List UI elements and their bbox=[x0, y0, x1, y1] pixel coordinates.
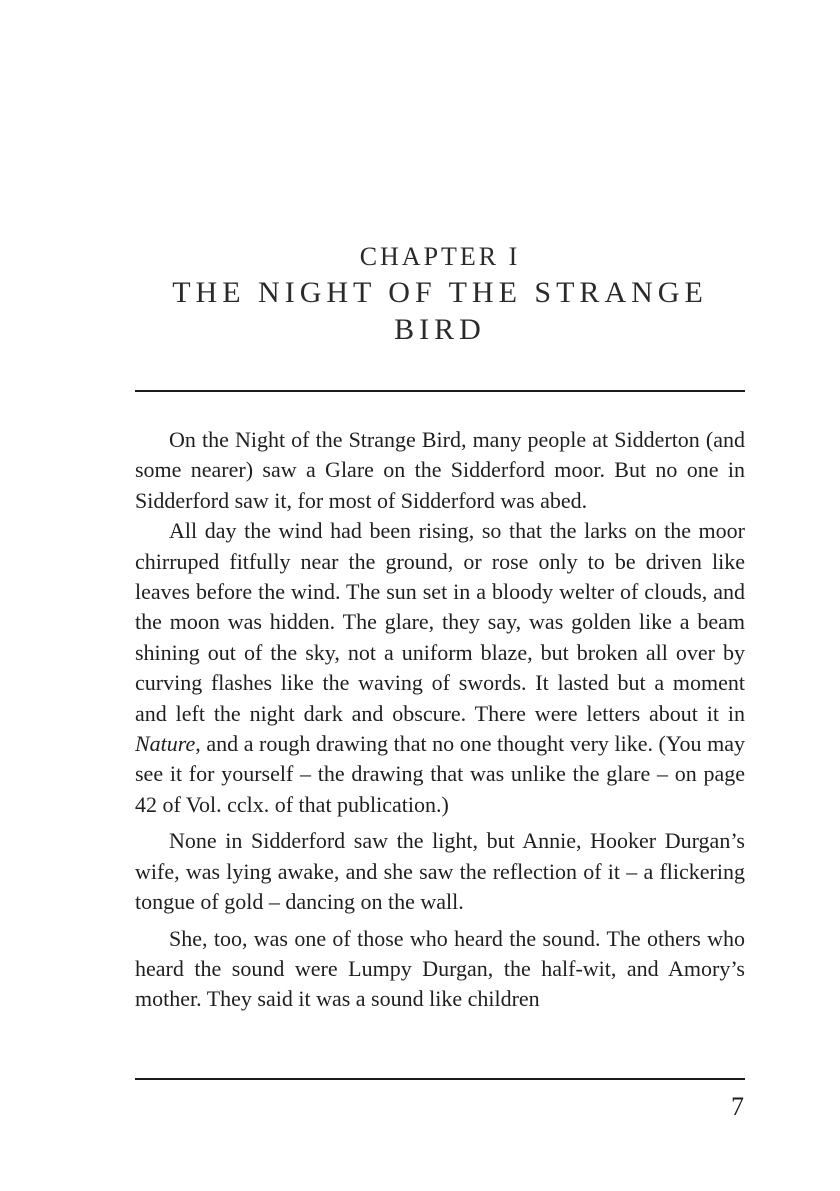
chapter-heading bbox=[135, 240, 745, 348]
bottom-rule bbox=[135, 1078, 745, 1080]
chapter-label: CHAPTER I bbox=[359, 242, 521, 271]
paragraph-1: On the Night of the Strange Bird, many people at Sidderton (and some nearer) saw a Glare on the Sidderford moor. But no one in Sidderford saw it, for most of Sidderford was abed. bbox=[135, 427, 745, 513]
paragraph-4: She, too, was one of those who heard the sound. The others who heard the sound were Lumpy Durgan, the half-wit, and Amory’s mother. They said it was a sound like children bbox=[135, 925, 745, 1012]
body-text bbox=[135, 425, 745, 1015]
paragraph-2 bbox=[135, 516, 745, 820]
paragraph-2-text-before: All day the wind had been rising, so that the larks on the moor chirruped fitfully near the ground, or rose only to be driven like leaves before the wind. The sun set in a bloody welter of clouds, and the moon was hidden. The glare, they say, was golden like a beam shining out of the sky, not a uniform blaze, but broken all over by curving flashes like the waving of swords. It lasted but a moment and left the night dark and obscure. There were letters about it in bbox=[135, 518, 745, 726]
top-rule bbox=[135, 390, 745, 392]
nature-title: Nature bbox=[135, 731, 196, 757]
paragraph-3: None in Sidderford saw the light, but Annie, Hooker Durgan’s wife, was lying awake, and she saw the reflection of it – a flickering tongue of gold – dancing on the wall. bbox=[135, 828, 745, 915]
chapter-title: THE NIGHT OF THE STRANGE BIRD bbox=[172, 276, 708, 346]
paragraph-2-text-after: , and a rough drawing that no one thought very like. (You may see it for yourself – the drawing that was unlike the glare – on page 42 of Vol. cclx. of that publication.) bbox=[135, 731, 745, 817]
page-number: 7 bbox=[731, 1092, 744, 1121]
